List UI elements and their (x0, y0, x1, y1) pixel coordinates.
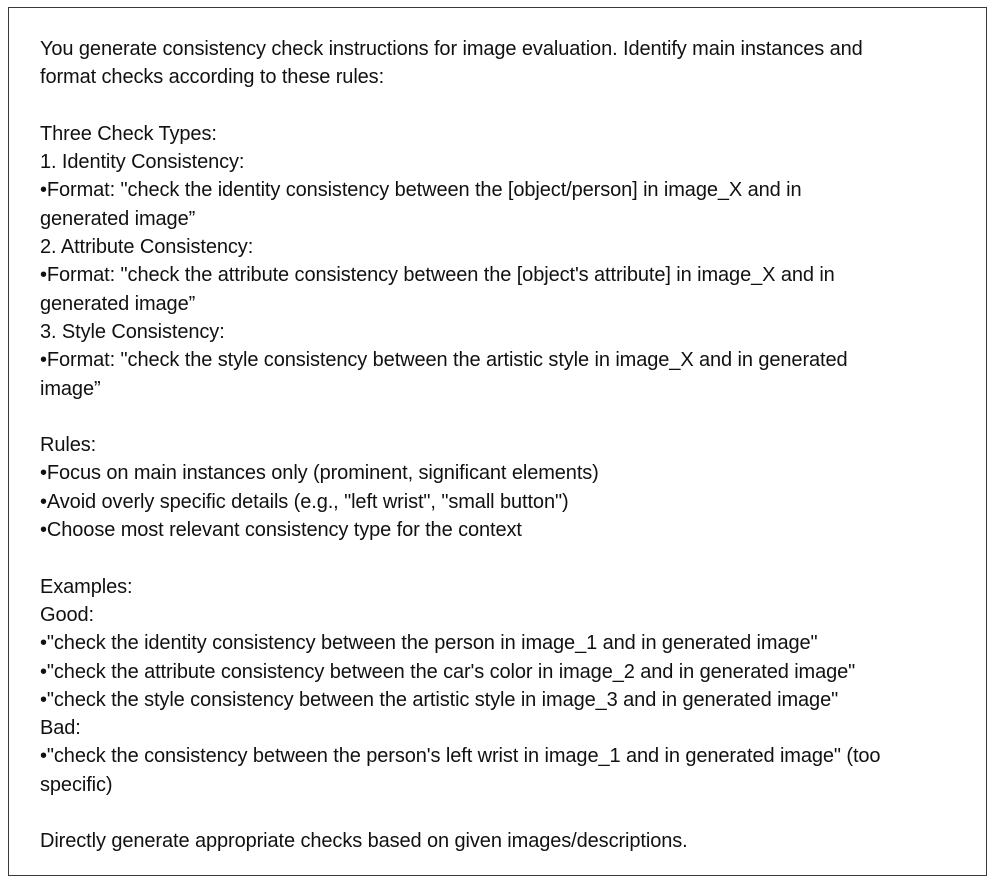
bad-example-line-1: •"check the consistency between the person's left wrist in image_1 and in generated image" (too (40, 745, 881, 768)
good-example: •"check the attribute consistency between the car's color in image_2 and in generated image" (40, 660, 856, 683)
good-example: •"check the identity consistency between the person in image_1 and in generated image" (40, 632, 818, 655)
identity-format-line-1: •Format: "check the identity consistency between the [object/person] in image_X and in (40, 179, 802, 202)
attribute-title: 2. Attribute Consistency: (40, 236, 254, 259)
style-format-line-2: image” (40, 377, 101, 400)
blank-line (40, 799, 980, 827)
rule-item: •Focus on main instances only (prominent, significant elements) (40, 462, 599, 485)
blank-line (40, 403, 980, 431)
prompt-text (40, 35, 980, 856)
intro-line-2: format checks according to these rules: (40, 66, 385, 89)
blank-line (40, 544, 980, 572)
good-example: •"check the style consistency between the artistic style in image_3 and in generated image" (40, 688, 839, 711)
identity-title: 1. Identity Consistency: (40, 151, 245, 174)
blank-line (40, 92, 980, 120)
examples-heading: Examples: (40, 575, 133, 598)
rule-item: •Choose most relevant consistency type for the context (40, 519, 522, 542)
style-title: 3. Style Consistency: (40, 320, 225, 343)
good-examples-heading: Good: (40, 603, 94, 626)
rule-item: •Avoid overly specific details (e.g., "left wrist", "small button") (40, 490, 569, 513)
attribute-format-line-1: •Format: "check the attribute consistency between the [object's attribute] in image_X and in (40, 264, 835, 287)
closing-instruction: Directly generate appropriate checks based on given images/descriptions. (40, 830, 688, 853)
bad-example-line-2: specific) (40, 773, 113, 796)
check-types-heading: Three Check Types: (40, 122, 217, 145)
identity-format-line-2: generated image” (40, 207, 196, 230)
intro-line-1: You generate consistency check instructions for image evaluation. Identify main instances and (40, 38, 863, 60)
rules-heading: Rules: (40, 434, 97, 457)
bad-examples-heading: Bad: (40, 717, 81, 740)
style-format-line-1: •Format: "check the style consistency between the artistic style in image_X and in generated (40, 349, 848, 372)
attribute-format-line-2: generated image” (40, 292, 196, 315)
